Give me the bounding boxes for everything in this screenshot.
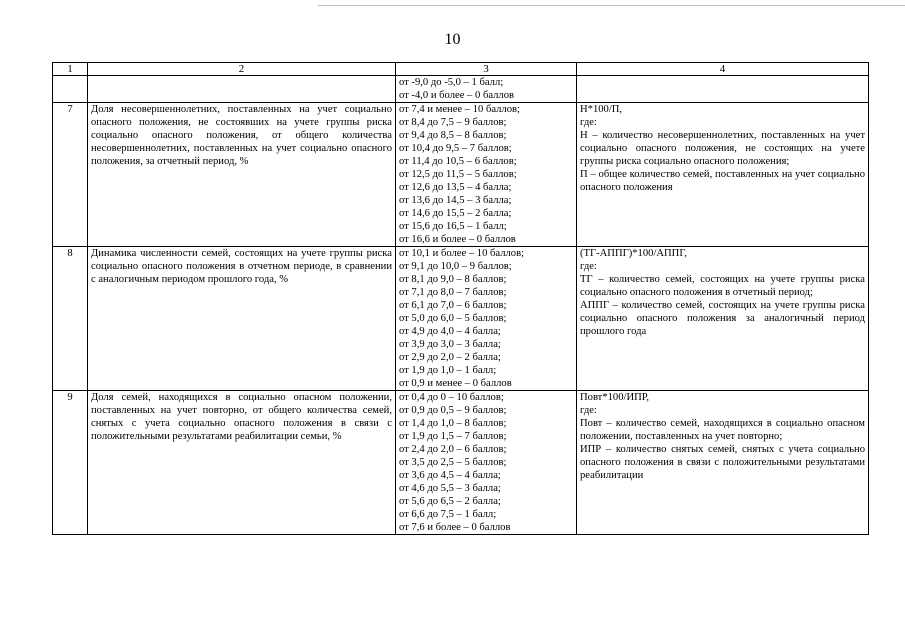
row-number: 9 — [53, 391, 88, 535]
score-line: от 11,4 до 10,5 – 6 баллов; — [399, 156, 517, 167]
score-line: от 10,4 до 9,5 – 7 баллов; — [399, 143, 512, 154]
indicator-text: Динамика численности семей, состоящих на учете группы риска социально опасного положения в отчетном периоде, в сравнении с аналогичным периодом прошлого года, % — [88, 247, 396, 391]
score-line: от 1,9 до 1,5 – 7 баллов; — [399, 431, 507, 442]
score-line: от 3,6 до 4,5 – 4 балла; — [399, 470, 501, 481]
formula-where-label: где: — [580, 261, 597, 272]
table-row — [53, 103, 869, 247]
table-row — [53, 391, 869, 535]
score-line: от 0,4 до 0 – 10 баллов; — [399, 392, 504, 403]
top-rule-line — [318, 5, 905, 6]
header-col-2: 2 — [88, 63, 396, 76]
scores-cell — [396, 247, 577, 391]
scores-cell — [396, 391, 577, 535]
row-number: 7 — [53, 103, 88, 247]
continuation-scores-cell — [396, 76, 577, 103]
score-line: от 7,1 до 8,0 – 7 баллов; — [399, 287, 507, 298]
continuation-indicator-cell — [88, 76, 396, 103]
score-line: от 4,6 до 5,5 – 3 балла; — [399, 483, 501, 494]
score-line: от 2,4 до 2,0 – 6 баллов; — [399, 444, 507, 455]
score-line: от 0,9 до 0,5 – 9 баллов; — [399, 405, 507, 416]
formula-where-label: где: — [580, 117, 597, 128]
score-line: от 12,5 до 11,5 – 5 баллов; — [399, 169, 517, 180]
score-line: от 16,6 и более – 0 баллов — [399, 234, 516, 245]
score-line: от 6,6 до 7,5 – 1 балл; — [399, 509, 497, 520]
formula-cell — [577, 103, 869, 247]
score-line: от 5,6 до 6,5 – 2 балла; — [399, 496, 501, 507]
header-col-4: 4 — [577, 63, 869, 76]
formula-variable-definition: ТГ – количество семей, состоящих на учете группы риска социально опасного положения в отчетный период; — [580, 274, 865, 298]
score-line: от 0,9 и менее – 0 баллов — [399, 378, 512, 389]
formula-variable-definition: АППГ – количество семей, состоящих на учете группы риска социально опасного положения за аналогичный период прошлого года — [580, 300, 865, 337]
score-line: от -9,0 до -5,0 – 1 балл; — [399, 77, 504, 88]
score-line: от 2,9 до 2,0 – 2 балла; — [399, 352, 501, 363]
formula-where-label: где: — [580, 405, 597, 416]
score-line: от -4,0 и более – 0 баллов — [399, 90, 515, 101]
formula-text: Н*100/П, — [580, 104, 623, 115]
formula-cell — [577, 247, 869, 391]
formula-variable-definition: П – общее количество семей, поставленных на учет социально опасного положения — [580, 169, 865, 193]
header-col-1: 1 — [53, 63, 88, 76]
score-line: от 5,0 до 6,0 – 5 баллов; — [399, 313, 507, 324]
criteria-table — [52, 62, 869, 535]
score-line: от 7,4 и менее – 10 баллов; — [399, 104, 520, 115]
continuation-num-cell — [53, 76, 88, 103]
score-line: от 1,9 до 1,0 – 1 балл; — [399, 365, 497, 376]
score-line: от 9,1 до 10,0 – 9 баллов; — [399, 261, 512, 272]
score-line: от 3,9 до 3,0 – 3 балла; — [399, 339, 501, 350]
score-line: от 12,6 до 13,5 – 4 балла; — [399, 182, 512, 193]
row-number: 8 — [53, 247, 88, 391]
indicator-text: Доля семей, находящихся в социально опасном положении, поставленных на учет повторно, от общего количества семей, снятых с учета социально опасного положения в связи с положительными результатами реабилитации семьи, % — [88, 391, 396, 535]
formula-text: Повт*100/ИПР, — [580, 392, 649, 403]
table-header-row — [53, 63, 869, 76]
score-line: от 15,6 до 16,5 – 1 балл; — [399, 221, 507, 232]
scores-cell — [396, 103, 577, 247]
formula-variable-definition: Н – количество несовершеннолетних, поставленных на учет социально опасного положения, не состоящих на учете группы риска социально опасного положения; — [580, 130, 865, 167]
score-line: от 3,5 до 2,5 – 5 баллов; — [399, 457, 507, 468]
score-line: от 4,9 до 4,0 – 4 балла; — [399, 326, 501, 337]
formula-variable-definition: Повт – количество семей, находящихся в социально опасном положении, поставленных на учет повторно; — [580, 418, 865, 442]
continuation-formula-cell — [577, 76, 869, 103]
header-col-3: 3 — [396, 63, 577, 76]
score-line: от 8,4 до 7,5 – 9 баллов; — [399, 117, 507, 128]
score-line: от 10,1 и более – 10 баллов; — [399, 248, 525, 259]
score-line: от 9,4 до 8,5 – 8 баллов; — [399, 130, 507, 141]
table-row — [53, 247, 869, 391]
score-line: от 6,1 до 7,0 – 6 баллов; — [399, 300, 507, 311]
score-line: от 1,4 до 1,0 – 8 баллов; — [399, 418, 507, 429]
score-line: от 13,6 до 14,5 – 3 балла; — [399, 195, 512, 206]
score-line: от 14,6 до 15,5 – 2 балла; — [399, 208, 512, 219]
page-number: 10 — [444, 31, 461, 48]
formula-variable-definition: ИПР – количество снятых семей, снятых с учета социально опасного положения в связи с положительными результатами реабилитации — [580, 444, 865, 481]
score-line: от 8,1 до 9,0 – 8 баллов; — [399, 274, 507, 285]
score-line: от 7,6 и более – 0 баллов — [399, 522, 511, 533]
formula-cell — [577, 391, 869, 535]
continuation-row — [53, 76, 869, 103]
formula-text: (ТГ-АППГ)*100/АППГ, — [580, 248, 687, 259]
indicator-text: Доля несовершеннолетних, поставленных на учет социально опасного положения, не состоявших на учете группы риска социально опасного положения, от общего количества несовершеннолетних, поставленных на учет социально опасного положения, за отчетный период, % — [88, 103, 396, 247]
